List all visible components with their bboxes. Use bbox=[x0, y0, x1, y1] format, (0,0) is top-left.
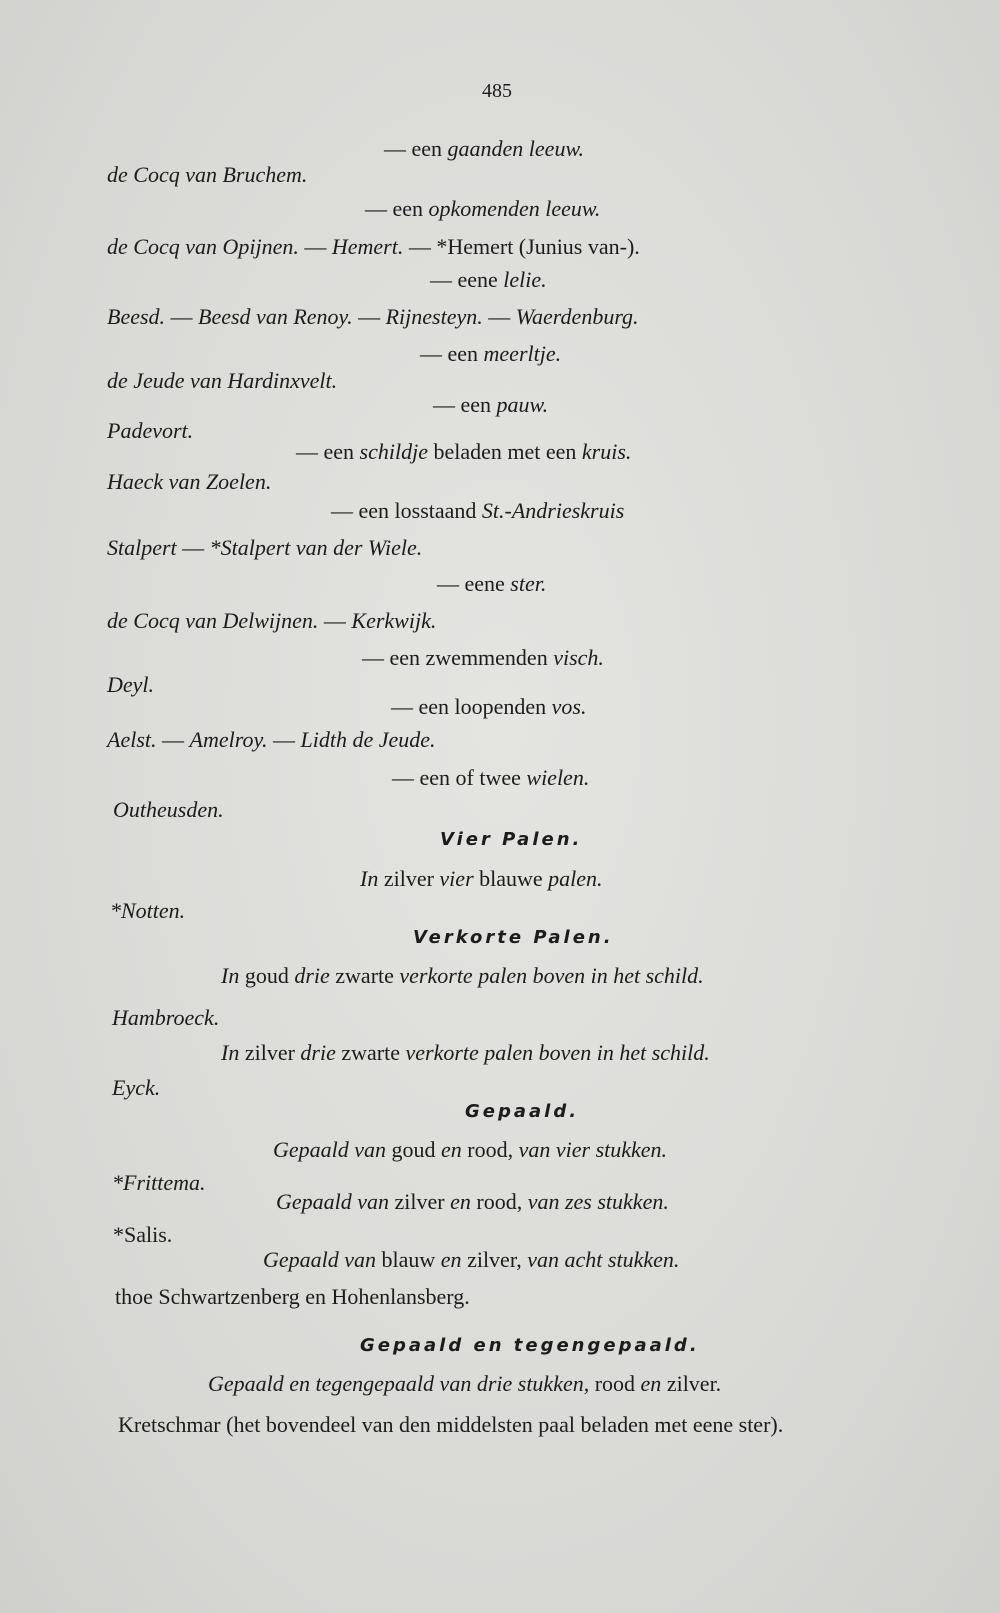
text-line-l36 bbox=[118, 1412, 783, 1438]
text-segment: — bbox=[156, 727, 190, 752]
text-segment: de Cocq van Delwijnen. bbox=[107, 608, 319, 633]
text-line-l21 bbox=[392, 765, 589, 791]
text-segment: de Cocq van Bruchem. bbox=[107, 162, 308, 187]
text-line-l20 bbox=[107, 727, 436, 753]
text-line-l34 bbox=[115, 1284, 470, 1310]
text-segment: vos. bbox=[551, 694, 587, 719]
text-segment: — eene bbox=[430, 267, 504, 292]
section-heading-h1: Vier Palen. bbox=[440, 829, 583, 850]
page-number: 485 bbox=[482, 80, 512, 102]
text-segment: , rood bbox=[583, 1371, 641, 1396]
text-line-l27 bbox=[221, 1040, 710, 1066]
text-segment: verkorte palen boven in het schild. bbox=[399, 963, 704, 988]
text-segment: Kretschmar (het bovendeel van den middelsten paal beladen met eene ster). bbox=[118, 1412, 784, 1437]
text-line-l32 bbox=[113, 1222, 172, 1248]
text-segment: In bbox=[221, 1040, 240, 1065]
text-segment: Aelst. bbox=[107, 727, 157, 752]
text-line-l22 bbox=[113, 797, 224, 823]
text-line-l08 bbox=[107, 368, 337, 394]
text-segment: verkorte palen boven in het schild. bbox=[405, 1040, 710, 1065]
text-segment: Haeck van Zoelen. bbox=[107, 469, 272, 494]
text-segment: Beesd van Renoy. bbox=[198, 304, 353, 329]
text-segment: Hemert. bbox=[331, 234, 404, 259]
text-segment: Lidth de Jeude. bbox=[300, 727, 436, 752]
text-segment: In bbox=[221, 963, 240, 988]
section-heading-h2: Verkorte Palen. bbox=[413, 927, 614, 948]
text-segment: zwarte bbox=[335, 1040, 406, 1065]
text-line-l25 bbox=[221, 963, 704, 989]
text-segment: schildje bbox=[359, 439, 428, 464]
text-segment: Gepaald van bbox=[276, 1189, 390, 1214]
text-segment: — *Hemert (Junius van-). bbox=[403, 234, 640, 259]
text-line-l02 bbox=[107, 162, 307, 188]
text-line-l03 bbox=[365, 196, 600, 222]
text-line-l12 bbox=[107, 469, 271, 495]
text-segment: rood, bbox=[461, 1137, 519, 1162]
text-segment: kruis. bbox=[581, 439, 632, 464]
text-line-l11 bbox=[296, 439, 631, 465]
text-segment: Deyl. bbox=[107, 672, 155, 697]
text-segment: *Notten. bbox=[110, 898, 186, 923]
text-segment: Padevort. bbox=[107, 418, 194, 443]
text-segment: — bbox=[267, 727, 301, 752]
text-segment: en bbox=[441, 1137, 462, 1162]
text-segment: — een zwemmenden bbox=[362, 645, 554, 670]
text-line-l23 bbox=[360, 866, 603, 892]
text-segment: — bbox=[176, 535, 210, 560]
text-line-l01 bbox=[384, 136, 584, 162]
text-line-l26 bbox=[112, 1005, 219, 1031]
text-segment: gaanden leeuw. bbox=[447, 136, 584, 161]
text-segment: *Frittema. bbox=[112, 1170, 206, 1195]
text-segment: Gepaald van bbox=[273, 1137, 387, 1162]
text-line-l07 bbox=[420, 341, 561, 367]
text-segment: van zes stukken. bbox=[527, 1189, 669, 1214]
text-segment: — een bbox=[433, 392, 497, 417]
text-line-l04 bbox=[107, 234, 640, 260]
text-segment: Gepaald van bbox=[263, 1247, 377, 1272]
text-segment: drie bbox=[294, 963, 330, 988]
text-line-l19 bbox=[391, 694, 587, 720]
text-line-l13 bbox=[331, 498, 624, 524]
text-segment: zilver. bbox=[661, 1371, 722, 1396]
text-segment: meerltje. bbox=[483, 341, 562, 366]
text-line-l05 bbox=[430, 267, 547, 293]
text-segment: van vier stukken. bbox=[518, 1137, 668, 1162]
text-line-l29 bbox=[273, 1137, 667, 1163]
text-segment: opkomenden leeuw. bbox=[428, 196, 601, 221]
text-segment: — een bbox=[296, 439, 360, 464]
section-heading-h3: Gepaald. bbox=[465, 1101, 580, 1122]
text-line-l24 bbox=[110, 898, 185, 924]
text-segment: Outheusden. bbox=[113, 797, 224, 822]
text-segment: vier bbox=[439, 866, 474, 891]
text-segment: en bbox=[640, 1371, 662, 1396]
text-segment: Beesd. bbox=[107, 304, 166, 329]
text-segment: Amelroy. bbox=[189, 727, 268, 752]
text-line-l30 bbox=[112, 1170, 206, 1196]
text-segment: rood, bbox=[470, 1189, 528, 1214]
text-segment: zilver bbox=[239, 1040, 301, 1065]
text-line-l06 bbox=[107, 304, 639, 330]
text-segment: — bbox=[298, 234, 332, 259]
text-segment: Hambroeck. bbox=[112, 1005, 220, 1030]
text-segment: de Jeude van Hardinxvelt. bbox=[107, 368, 338, 393]
text-segment: zilver bbox=[378, 866, 440, 891]
text-segment: In bbox=[360, 866, 379, 891]
text-segment: Waerdenburg. bbox=[515, 304, 639, 329]
text-segment: drie bbox=[300, 1040, 336, 1065]
text-segment: lelie. bbox=[503, 267, 547, 292]
text-line-l35 bbox=[208, 1371, 721, 1397]
text-segment: — een losstaand bbox=[331, 498, 482, 523]
text-segment: — een bbox=[384, 136, 448, 161]
text-segment: zilver bbox=[389, 1189, 451, 1214]
text-segment: Stalpert bbox=[107, 535, 177, 560]
text-segment: thoe Schwartzenberg en Hohenlansberg. bbox=[115, 1284, 470, 1309]
text-segment: — bbox=[165, 304, 199, 329]
text-segment: Rijnesteyn. bbox=[385, 304, 483, 329]
text-line-l33 bbox=[263, 1247, 679, 1273]
text-segment: wielen. bbox=[526, 765, 590, 790]
text-segment: *Stalpert van der Wiele. bbox=[209, 535, 423, 560]
text-line-l16 bbox=[107, 608, 436, 634]
text-segment: blauw bbox=[376, 1247, 441, 1272]
text-line-l10 bbox=[107, 418, 193, 444]
text-segment: zwarte bbox=[329, 963, 400, 988]
text-segment: beladen met een bbox=[427, 439, 582, 464]
text-segment: van acht stukken. bbox=[527, 1247, 680, 1272]
text-line-l17 bbox=[362, 645, 604, 671]
text-segment: palen. bbox=[548, 866, 603, 891]
text-segment: — bbox=[482, 304, 516, 329]
text-segment: zilver, bbox=[461, 1247, 528, 1272]
text-line-l14 bbox=[107, 535, 422, 561]
text-segment: — een bbox=[420, 341, 484, 366]
text-segment: — een of twee bbox=[392, 765, 527, 790]
text-segment: *Salis. bbox=[113, 1222, 173, 1247]
text-line-l31 bbox=[276, 1189, 669, 1215]
text-segment: St.-Andrieskruis bbox=[481, 498, 625, 523]
text-segment: goud bbox=[239, 963, 295, 988]
text-segment: Eyck. bbox=[112, 1075, 161, 1100]
text-segment: Gepaald en tegengepaald van drie stukken bbox=[208, 1371, 584, 1396]
text-line-l15 bbox=[437, 571, 546, 597]
text-segment: — eene bbox=[437, 571, 511, 596]
text-segment: — bbox=[352, 304, 386, 329]
text-segment: de Cocq van Opijnen. bbox=[107, 234, 299, 259]
text-segment: Kerkwijk. bbox=[351, 608, 437, 633]
text-line-l18 bbox=[107, 672, 154, 698]
text-segment: en bbox=[440, 1247, 462, 1272]
text-segment: en bbox=[450, 1189, 471, 1214]
text-segment: — bbox=[318, 608, 352, 633]
text-line-l09 bbox=[433, 392, 548, 418]
text-segment: — een loopenden bbox=[391, 694, 552, 719]
section-heading-h4: Gepaald en tegengepaald. bbox=[360, 1335, 700, 1356]
text-segment: goud bbox=[386, 1137, 442, 1162]
text-segment: — een bbox=[365, 196, 429, 221]
text-segment: blauwe bbox=[473, 866, 549, 891]
text-line-l28 bbox=[112, 1075, 160, 1101]
text-segment: ster. bbox=[510, 571, 547, 596]
text-segment: pauw. bbox=[496, 392, 549, 417]
text-segment: visch. bbox=[553, 645, 604, 670]
